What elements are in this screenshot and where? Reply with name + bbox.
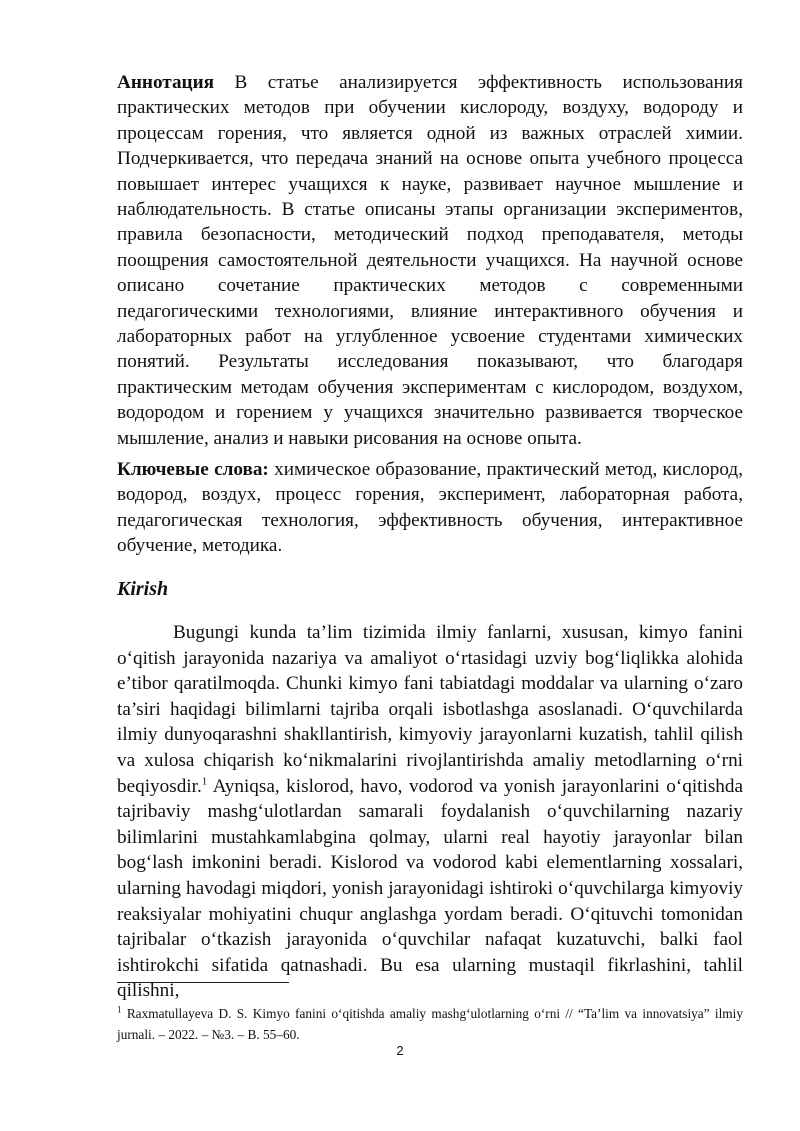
footnote-reference[interactable]: 1 <box>201 775 208 788</box>
abstract-paragraph <box>117 70 743 451</box>
footnote <box>117 1003 743 1045</box>
section-heading: Kirish <box>117 578 169 600</box>
keywords-text: химическое образование, практический метод, кислород, водород, воздух, процесс горения, эксперимент, лабораторная работа, педагогическая технология, эффективность обучения, интерактивное обучение, методика. <box>117 459 743 557</box>
abstract-label: Аннотация <box>117 72 215 93</box>
footnote-text: Raxmatullayeva D. S. Kimyo fanini o‘qitishda amaliy mashg‘ulotlarning o‘rni // “Ta’lim va innovatsiya” ilmiy jurnali. – 2022. – №3. – B. 55–60. <box>117 1006 743 1042</box>
body-text-part2: Ayniqsa, kislorod, havo, vodorod va yonish jarayonlarini o‘qitishda tajribaviy mashg‘ulotlardan samarali foydalanish o‘quvchilarning nazariy bilimlarini mustahkamlabgina qolmay, ularni real hayotiy jarayonlar bilan bog‘lash imkonini beradi. Kislorod va vodorod kabi elementlarning xossalari, ularning havodagi miqdori, yonish jarayonidagi ishtiroki o‘quvchilarga kimyoviy reaksiyalar mohiyatini chuqur anglashga yordam beradi. O‘qituvchi tomonidan tajribalar o‘tkazish jarayonida o‘quvchilar nafaqat kuzatuvchi, balki faol ishtirokchi sifatida qatnashadi. Bu esa ularning mustaqil fikrlashini, tahlil qilishni, <box>117 775 743 1002</box>
body-paragraph <box>117 620 743 1004</box>
keywords-paragraph <box>117 457 743 559</box>
keywords-label: Ключевые слова: <box>117 459 269 480</box>
footnote-divider <box>117 982 289 983</box>
footnote-number: 1 <box>117 1004 122 1015</box>
body-text-part1: Bugungi kunda ta’lim tizimida ilmiy fanlarni, xususan, kimyo fanini o‘qitish jarayonida nazariya va amaliyot o‘rtasidagi uzviy bog‘liqlikka alohida e’tibor qaratilmoqda. Chunki kimyo fani tabiatdagi moddalar va ularning o‘zaro ta’siri haqidagi bilimlarni tajriba orqali isbotlashga asoslanadi. O‘quvchilarda ilmiy dunyoqarashni shakllantirish, kimyoviy jarayonlarni kuzatish, tahlil qilish va xulosa chiqarish ko‘nikmalarini rivojlantirishda amaliy metodlarning o‘rni beqiyosdir. <box>117 622 743 797</box>
abstract-text: В статье анализируется эффективность использования практических методов при обучении кислороду, воздуху, водороду и процессам горения, что является одной из важных отраслей химии. Подчеркивается, что передача знаний на основе опыта учебного процесса повышает интерес учащихся к науке, развивает научное мышление и наблюдательность. В статье описаны этапы организации экспериментов, правила безопасности, методический подход преподавателя, методы поощрения самостоятельной деятельности учащихся. На научной основе описано сочетание практических методов с современными педагогическими технологиями, влияние интерактивного обучения и лабораторных работ на углубленное усвоение студентами химических понятий. Результаты исследования показывают, что благодаря практическим методам обучения экспериментам с кислородом, воздухом, водородом и горением у учащихся значительно развивается творческое мышление, анализ и навыки рисования на основе опыта. <box>117 72 743 449</box>
page-number: 2 <box>396 1043 404 1058</box>
